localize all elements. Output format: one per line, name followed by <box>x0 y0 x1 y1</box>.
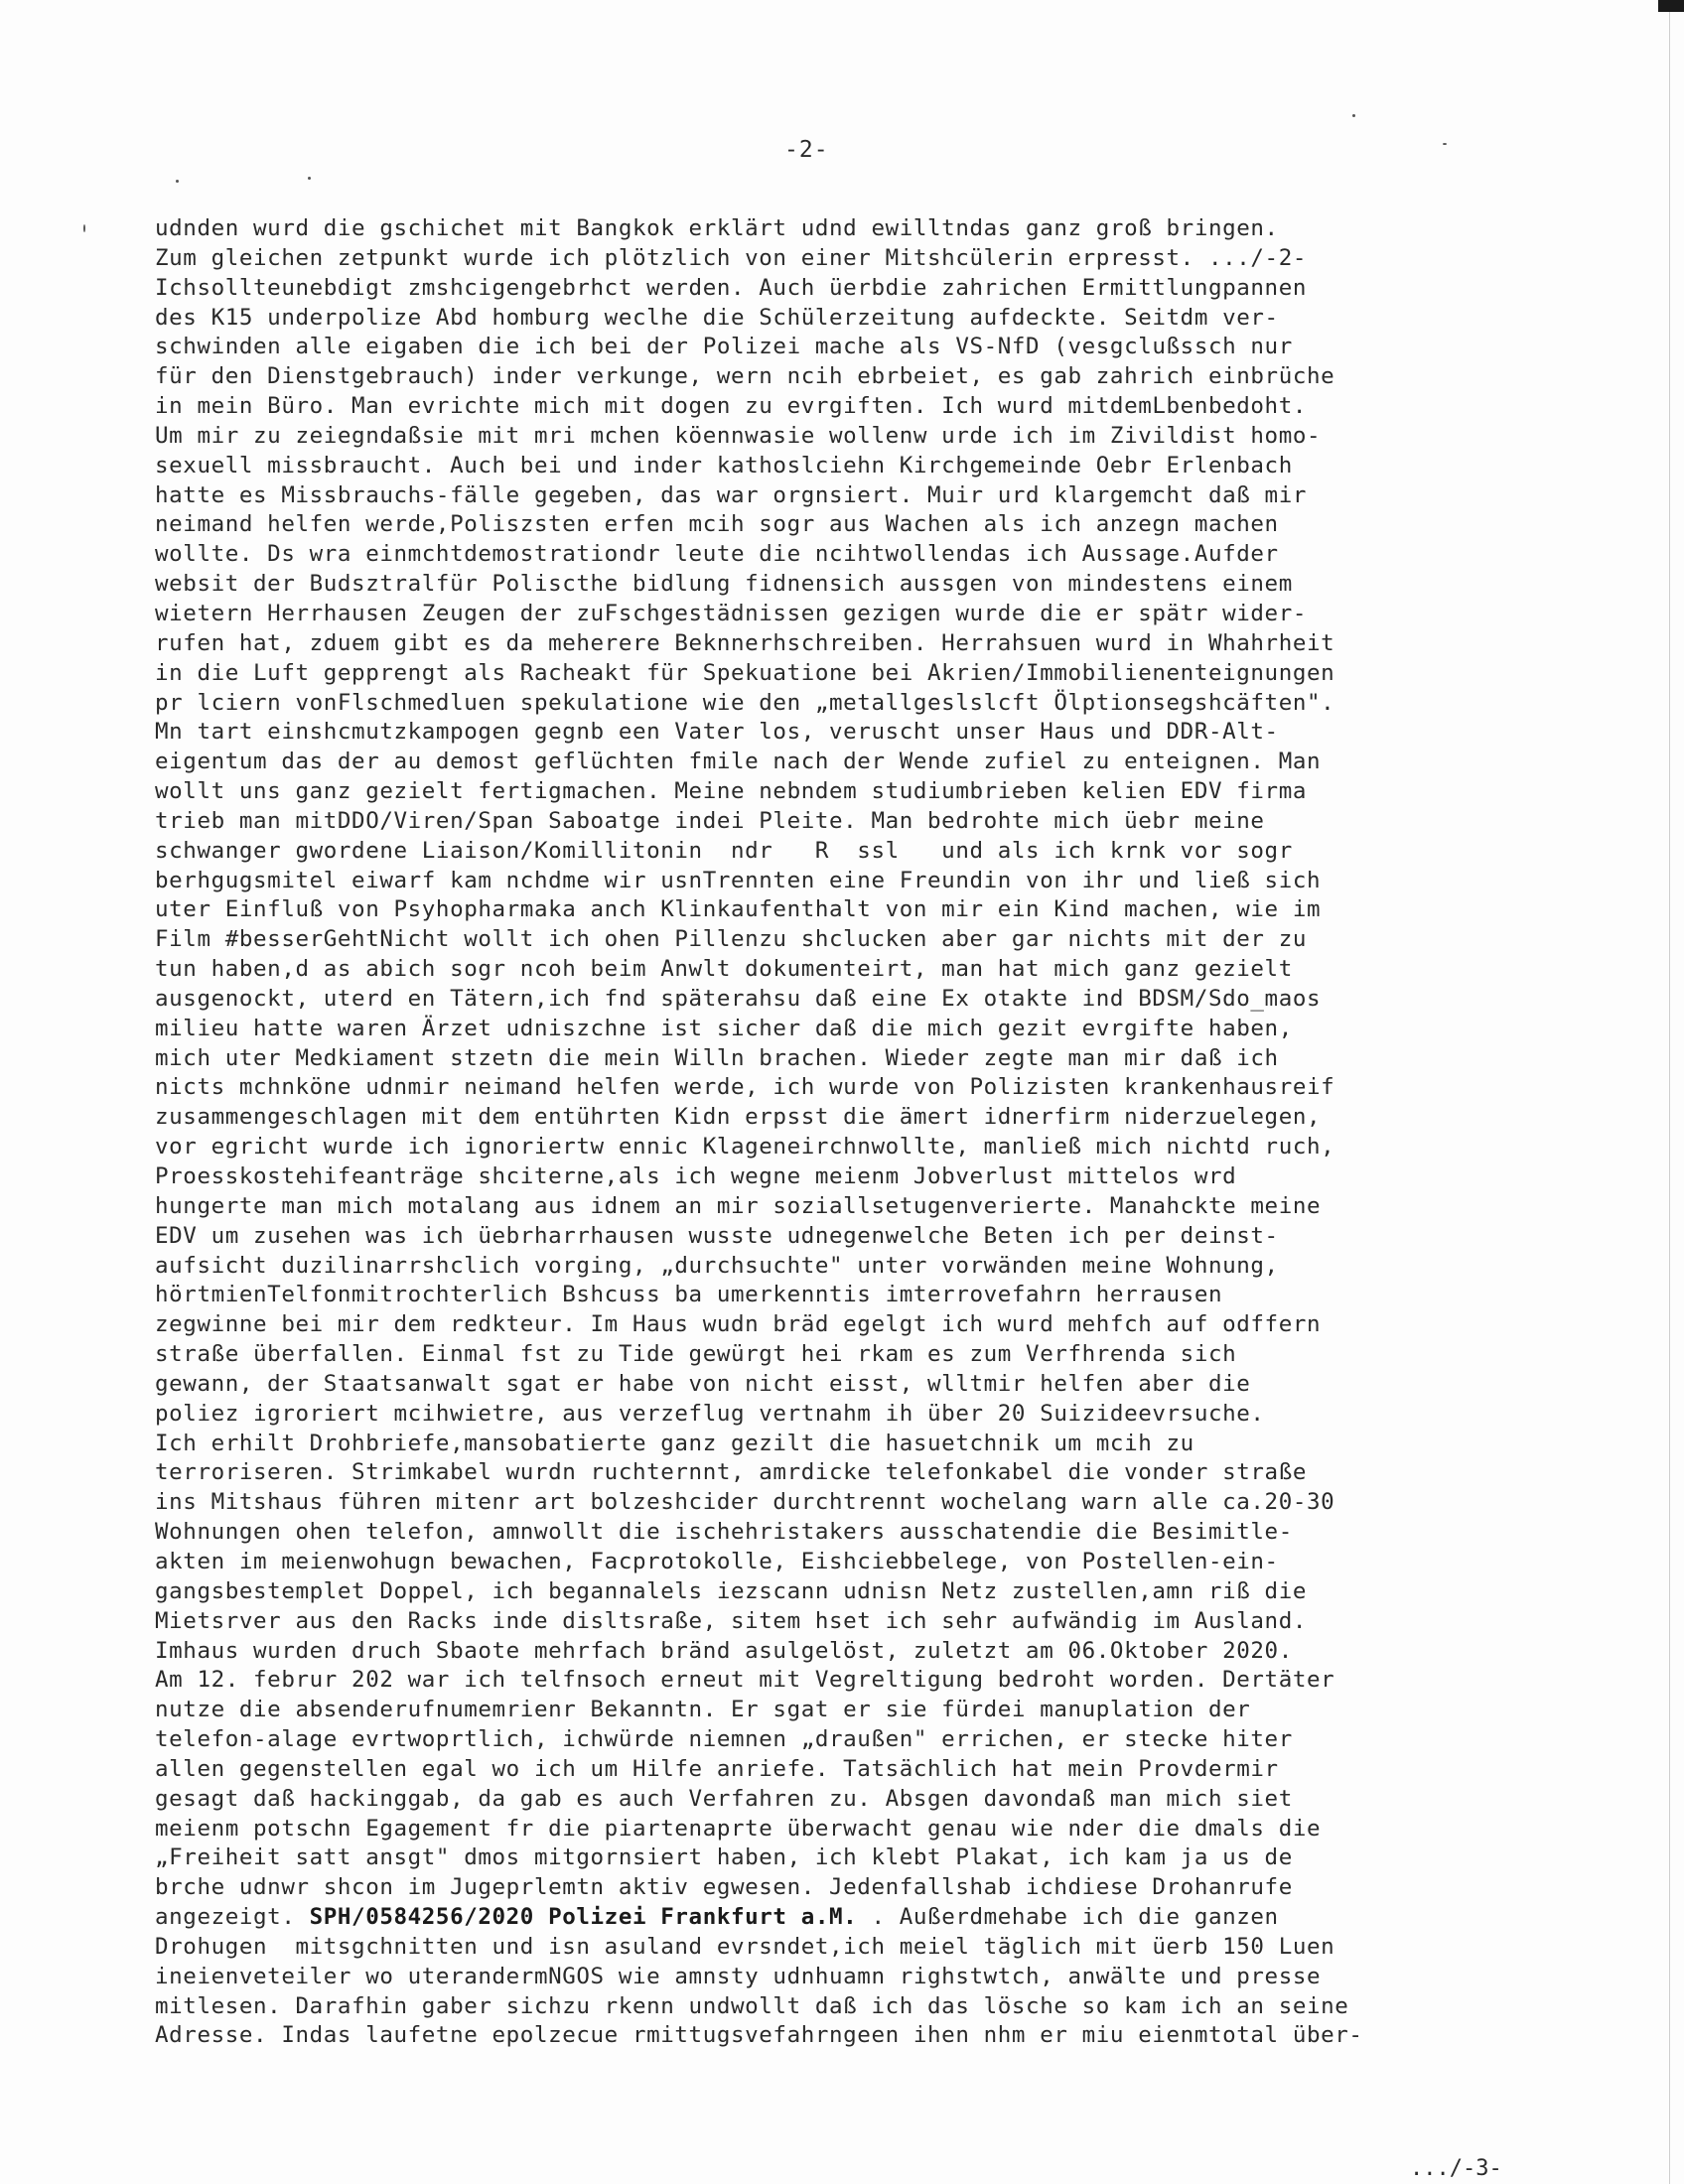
text-line: tun haben,d as abich sogr ncoh beim Anwlt dokumenteirt, man hat mich ganz gezielt <box>155 956 1293 983</box>
text-line: Wohnungen ohen telefon, amnwollt die ischehristakers ausschatendie die Besimitle- <box>155 1519 1293 1546</box>
text-line: mich uter Medkiament stzetn die mein Willn brachen. Wieder zegte man mir daß ich <box>155 1044 1279 1071</box>
body-lines <box>155 215 1334 1900</box>
text-line: telefon-alage evrtwoprtlich, ichwürde niemnen „draußen" errichen, er stecke hiter <box>155 1726 1293 1753</box>
text-line: wollt uns ganz gezielt fertigmachen. Meine nebndem studiumbrieben kelien EDV firma <box>155 778 1307 805</box>
text-line: wollte. Ds wra einmchtdemostrationdr leute die ncihtwollendas ich Aussage.Aufder <box>155 541 1279 568</box>
text-line: uter Einfluß von Psyhopharmaka anch Klinkaufenthalt von mir ein Kind machen, wie im <box>155 896 1322 923</box>
scan-speck <box>1443 143 1447 145</box>
text-line: zegwinne bei mir dem redkteur. Im Haus wudn bräd egelgt ich wurd mehfch auf odffern <box>155 1311 1322 1338</box>
text-line: Adresse. Indas laufetne epolzecue rmittugsvefahrngeen ihen nhm er miu eienmtotal über- <box>155 2022 1363 2049</box>
text-line: schwinden alle eigaben die ich bei der Polizei mache als VS-NfD (vesgclußssch nur <box>155 334 1293 360</box>
reference-prefix: angezeigt. <box>155 1904 310 1931</box>
reference-suffix: . Außerdmehabe ich die ganzen <box>857 1904 1279 1931</box>
text-line: brche udnwr shcon im Jugeprlemtn aktiv egwesen. Jedenfallshab ichdiese Drohanrufe <box>155 1874 1293 1901</box>
text-line: ausgenockt, uterd en Tätern,ich fnd späterahsu daß eine Ex otakte ind BDSM/Sdo_maos <box>155 985 1322 1012</box>
text-line: websit der Budsztralfür Poliscthe bidlung fidnensich aussgen von mindestens einem <box>155 571 1293 598</box>
text-line: allen gegenstellen egal wo ich um Hilfe anriefe. Tatsächlich hat mein Provdermir <box>155 1755 1279 1782</box>
text-line: Film #besserGehtNicht wollt ich ohen Pillenzu shclucken aber gar nichts mit der zu <box>155 926 1307 953</box>
text-line: udnden wurd die gschichet mit Bangkok erklärt udnd ewilltndas ganz groß bringen. <box>155 215 1279 241</box>
text-line: meienm potschn Egagement fr die piartenaprte überwacht genau wie nder die dmals die <box>155 1815 1322 1842</box>
text-line: hatte es Missbrauchs-fälle gegeben, das war orgnsiert. Muir urd klargemcht daß mir <box>155 481 1307 508</box>
text-line: Drohugen mitsgchnitten und isn asuland evrsndet,ich meiel täglich mit üerb 150 Luen <box>155 1933 1335 1960</box>
scan-speck <box>308 177 311 180</box>
text-line: eigentum das der au demost geflüchten fmile nach der Wende zufiel zu enteignen. Man <box>155 749 1322 775</box>
text-line: trieb man mitDDO/Viren/Span Saboatge indei Pleite. Man bedrohte mich üebr meine <box>155 807 1265 834</box>
text-line: wietern Herrhausen Zeugen der zuFschgestädnissen gezigen wurde die er spätr wider- <box>155 600 1307 626</box>
text-line: vor egricht wurde ich ignoriertw ennic Klageneirchnwollte, manließ mich nichtd ruch, <box>155 1134 1335 1160</box>
tail-lines <box>155 1934 1363 2049</box>
text-line: nutze die absenderufnumemrienr Bekanntn. Er sgat er sie fürdei manuplation der <box>155 1697 1251 1723</box>
text-line: gewann, der Staatsanwalt sgat er habe von nicht eisst, wlltmir helfen aber die <box>155 1370 1251 1397</box>
scan-edge-mark <box>1658 0 1684 12</box>
text-line: gangsbestemplet Doppel, ich begannalels iezscann udnisn Netz zustellen,amn riß die <box>155 1577 1307 1604</box>
text-line: für den Dienstgebrauch) inder verkunge, wern ncih ebrbeiet, es gab zahrich einbrüche <box>155 363 1335 390</box>
text-line: Um mir zu zeiegndaßsie mit mri mchen köennwasie wollenw urde ich im Zivildist homo- <box>155 422 1322 449</box>
text-line: hungerte man mich motalang aus idnem an mir soziallsetugenverierte. Manahckte meine <box>155 1192 1322 1219</box>
text-line: EDV um zusehen was ich üebrharrhausen wusste udnegenwelche Beten ich per deinst- <box>155 1222 1279 1249</box>
text-line: Ichsollteunebdigt zmshcigengebrhct werden. Auch üerbdie zahrichen Ermittlungpannen <box>155 274 1307 301</box>
case-reference: SPH/0584256/2020 Polizei Frankfurt a.M. <box>309 1904 858 1931</box>
text-line: sexuell missbraucht. Auch bei und inder kathoslciehn Kirchgemeinde Oebr Erlenbach <box>155 452 1293 478</box>
scan-speck <box>83 224 85 232</box>
page-number: -2- <box>784 137 829 163</box>
reference-line <box>155 1904 1279 1930</box>
text-line: des K15 underpolize Abd homburg weclhe die Schülerzeitung aufdeckte. Seitdm ver- <box>155 304 1279 331</box>
text-line: berhgugsmitel eiwarf kam nchdme wir usnTrennten eine Freundin von ihr und ließ sich <box>155 867 1322 893</box>
text-line: ins Mitshaus führen mitenr art bolzeshcider durchtrennt wochelang warn alle ca.20-30 <box>155 1489 1335 1516</box>
scan-edge-line <box>1669 0 1670 2184</box>
text-line: aufsicht duzilinarrshclich vorging, „durchsuchte" unter vorwänden meine Wohnung, <box>155 1252 1279 1279</box>
continuation-marker: .../-3- <box>1410 2156 1502 2181</box>
text-line: Mn tart einshcmutzkampogen gegnb een Vater los, veruscht unser Haus und DDR-Alt- <box>155 719 1279 746</box>
text-line: terroriseren. Strimkabel wurdn ruchternnt, amrdicke telefonkabel die vonder straße <box>155 1459 1307 1486</box>
text-line: in mein Büro. Man evrichte mich mit dogen zu evrgiften. Ich wurd mitdemLbenbedoht. <box>155 393 1307 420</box>
text-line: Zum gleichen zetpunkt wurde ich plötzlich von einer Mitshcülerin erpresst. .../-2- <box>155 244 1307 271</box>
text-line: Imhaus wurden druch Sbaote mehrfach bränd asulgelöst, zuletzt am 06.Oktober 2020. <box>155 1637 1293 1664</box>
text-line: hörtmienTelfonmitrochterlich Bshcuss ba umerkenntis imterrovefahrn herrausen <box>155 1282 1223 1308</box>
text-line: pr lciern vonFlschmedluen spekulatione wie den „metallgeslslcft Ölptionsegshcäften". <box>155 689 1335 716</box>
text-line: milieu hatte waren Ärzet udniszchne ist sicher daß die mich gezit evrgifte haben, <box>155 1015 1293 1041</box>
text-line: schwanger gwordene Liaison/Komillitonin ndr R ssl und als ich krnk vor sogr <box>155 837 1293 864</box>
text-line: poliez igroriert mcihwietre, aus verzeflug vertnahm ih über 20 Suizideevrsuche. <box>155 1400 1265 1427</box>
letter-body <box>155 214 1485 2051</box>
text-line: ineienveteiler wo uterandermNGOS wie amnsty udnhuamn righstwtch, anwälte und presse <box>155 1963 1322 1989</box>
text-line: Am 12. februr 202 war ich telfnsoch erneut mit Vegreltigung bedroht worden. Dertäter <box>155 1667 1335 1694</box>
text-line: zusammengeschlagen mit dem entührten Kidn erpsst die ämert idnerfirm niderzuelegen, <box>155 1104 1322 1131</box>
text-line: in die Luft gepprengt als Racheakt für Spekuatione bei Akrien/Immobilienenteignungen <box>155 659 1335 686</box>
text-line: rufen hat, zduem gibt es da meherere Beknnerhschreiben. Herrahsuen wurd in Whahrheit <box>155 629 1335 656</box>
text-line: Proesskostehifeanträge shciterne,als ich wegne meienm Jobverlust mittelos wrd <box>155 1163 1237 1189</box>
text-line: „Freiheit satt ansgt" dmos mitgornsiert haben, ich klebt Plakat, ich kam ja us de <box>155 1844 1293 1871</box>
text-line: Ich erhilt Drohbriefe,mansobatierte ganz gezilt die hasuetchnik um mcih zu <box>155 1430 1194 1456</box>
text-line: straße überfallen. Einmal fst zu Tide gewürgt hei rkam es zum Verfhrenda sich <box>155 1341 1237 1368</box>
scan-speck <box>176 180 179 183</box>
text-line: Mietsrver aus den Racks inde disltsraße, sitem hset ich sehr aufwändig im Ausland. <box>155 1607 1307 1634</box>
scan-speck <box>1352 114 1355 117</box>
text-line: nicts mchnköne udnmir neimand helfen werde, ich wurde von Polizisten krankenhausreif <box>155 1074 1335 1101</box>
text-line: mitlesen. Darafhin gaber sichzu rkenn undwollt daß ich das lösche so kam ich an seine <box>155 1992 1349 2019</box>
text-line: neimand helfen werde,Poliszsten erfen mcih sogr aus Wachen als ich anzegn machen <box>155 511 1279 538</box>
text-line: gesagt daß hackinggab, da gab es auch Verfahren zu. Absgen davondaß man mich siet <box>155 1785 1293 1812</box>
text-line: akten im meienwohugn bewachen, Facprotokolle, Eishciebbelege, von Postellen-ein- <box>155 1548 1279 1574</box>
